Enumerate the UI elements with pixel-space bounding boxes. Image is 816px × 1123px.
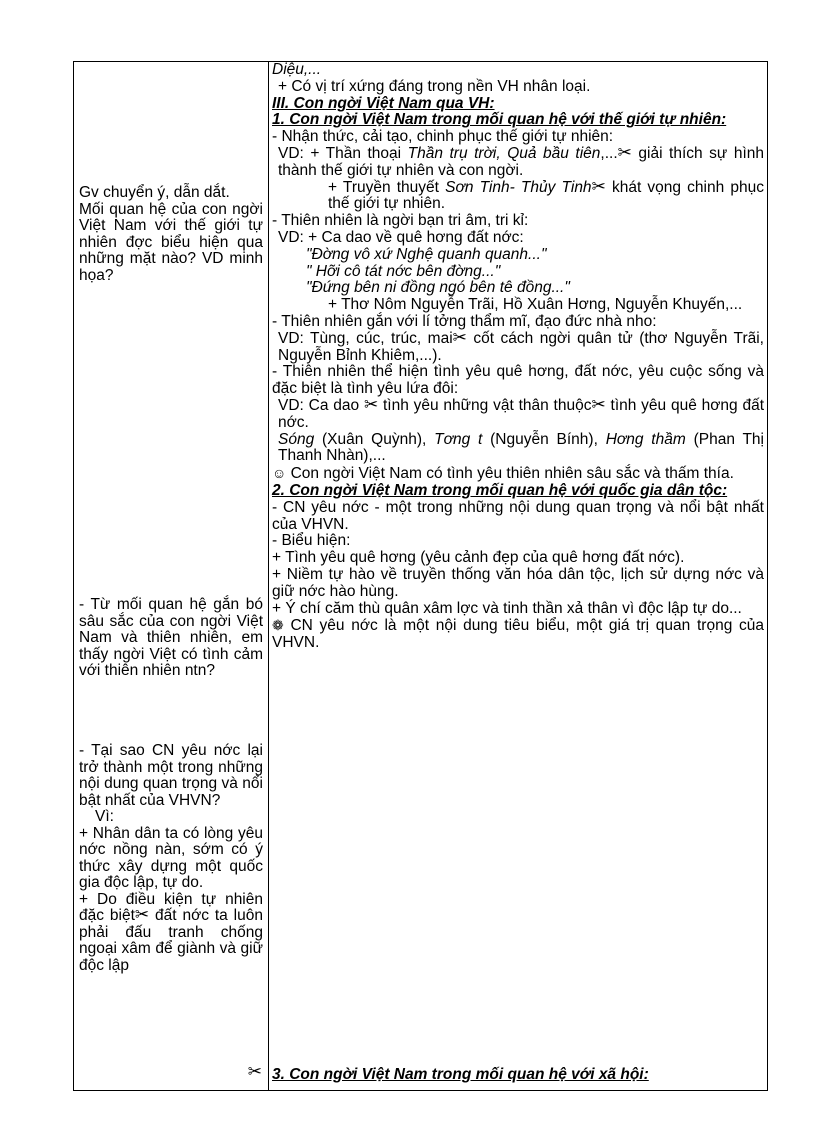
flower-icon: ❁ bbox=[272, 617, 284, 634]
lesson-table bbox=[73, 61, 768, 1091]
scissors-icon: ✂ bbox=[363, 394, 379, 414]
scissors-icon: ✂ bbox=[134, 905, 150, 924]
text-part: giải thích sự hình thành thế giới tự nhiên và con ngời. bbox=[278, 144, 764, 179]
answer-text-part: + Do điều kiện tự nhiên đặc biệt bbox=[79, 890, 263, 924]
content-line: + Thơ Nôm Nguyễn Trãi, Hồ Xuân Hơng, Nguyễn Khuyến,... bbox=[328, 296, 743, 314]
content-line bbox=[272, 176, 764, 214]
teacher-activity-column bbox=[74, 62, 268, 1090]
scissors-icon: ✂ bbox=[591, 394, 606, 414]
content-column bbox=[269, 62, 767, 1090]
question-text: Gv chuyển ý, dẫn dắt. bbox=[79, 184, 230, 201]
answer-text bbox=[79, 892, 263, 975]
text-part: khát vọng chinh phục thế giới tự nhiên. bbox=[328, 178, 764, 213]
content-line bbox=[272, 142, 764, 180]
content-line: VD: + Ca dao về quê hơng đất nớc: bbox=[278, 228, 524, 246]
text-part: VD: Ca dao bbox=[278, 396, 360, 414]
question-block-3 bbox=[79, 743, 263, 974]
text-part: (Phan Thị Thanh Nhàn),... bbox=[278, 430, 764, 465]
text-part: Thần trụ trời, Quả bầu tiên bbox=[407, 144, 601, 162]
content-line bbox=[272, 432, 764, 466]
content-line bbox=[272, 394, 765, 432]
quote-line: " Hỡi cô tát nớc bên đờng..." bbox=[306, 262, 501, 280]
text-part: VD: + Thần thoại bbox=[278, 144, 408, 162]
content-line bbox=[272, 465, 764, 483]
question-text: - Tại sao CN yêu nớc lại trở thành một trong những nội dung quan trọng và nổi bật nhất của VHVN? bbox=[79, 742, 263, 809]
subsection-heading: 1. Con ngời Việt Nam trong mối quan hệ với thế giới tự nhiên: bbox=[272, 111, 727, 129]
text-part: CN yêu nớc là một nội dung tiêu biểu, một giá trị quan trọng của VHVN. bbox=[272, 617, 764, 652]
subsection-heading: 3. Con ngời Việt Nam trong mối quan hệ với xã hội: bbox=[272, 1066, 649, 1083]
content-block bbox=[272, 62, 764, 652]
question-block-2 bbox=[79, 597, 263, 680]
question-block-1 bbox=[79, 185, 263, 284]
content-line: - Nhận thức, cải tạo, chinh phục thế giới tự nhiên: bbox=[272, 128, 614, 146]
text-part: Hơng thầm bbox=[605, 430, 686, 448]
text-part: Sơn Tinh- Thủy Tinh bbox=[445, 178, 592, 196]
content-line: - Thiên nhiên thể hiện tình yêu quê hơng, đất nớc, yêu cuộc sống và đặc biệt là tình yêu lứa đôi: bbox=[272, 363, 764, 398]
text-part: Sóng bbox=[278, 430, 315, 448]
text-part: VD: Tùng, cúc, trúc, mai bbox=[278, 329, 453, 347]
content-line: - Thiên nhiên gắn với lí tởng thẩm mĩ, đạo đức nhà nho: bbox=[272, 312, 657, 330]
content-line: + Ý chí căm thù quân xâm lợc và tinh thần xả thân vì độc lập tự do... bbox=[272, 599, 742, 617]
text-part: (Nguyễn Bính), bbox=[482, 430, 606, 448]
content-line: + Có vị trí xứng đáng trong nền VH nhân loại. bbox=[278, 77, 591, 95]
question-text: - Từ mối quan hệ gắn bó sâu sắc của con ngời Việt Nam và thiên nhiên, em thấy ngời Việt có tình cảm với thiên nhiên ntn? bbox=[79, 596, 263, 679]
question-text: Mối quan hệ của con ngời Việt Nam với thế giới tự nhiên đợc biểu hiện qua những mặt nào? VD minh họa? bbox=[79, 200, 263, 284]
text-part: Con ngời Việt Nam có tình yêu thiên nhiên sâu sắc và thấm thía. bbox=[290, 465, 734, 483]
text-part: + Truyền thuyết bbox=[328, 178, 446, 196]
subsection-heading: 2. Con ngời Việt Nam trong mối quan hệ với quốc gia dân tộc: bbox=[272, 481, 728, 499]
text-part: tình yêu quê hơng đất nớc. bbox=[278, 396, 765, 431]
content-line: - Biểu hiện: bbox=[272, 532, 351, 550]
content-line bbox=[272, 617, 764, 652]
text-part: (Xuân Quỳnh), bbox=[314, 430, 435, 448]
text-part: Tơng t bbox=[434, 430, 483, 448]
text-part: cốt cách ngời quân tử (thơ Nguyễn Trãi, Nguyễn Bỉnh Khiêm,...). bbox=[278, 329, 764, 364]
text-part: ,... bbox=[600, 144, 618, 162]
question-text: Vì: bbox=[95, 808, 114, 825]
scissors-icon: ✂ bbox=[591, 176, 606, 196]
text-part: tình yêu những vật thân thuộc bbox=[378, 396, 592, 414]
content-line: Diệu,... bbox=[272, 61, 322, 78]
content-line: - Thiên nhiên là ngời bạn tri âm, tri kỉ: bbox=[272, 212, 529, 230]
content-line: - CN yêu nớc - một trong những nội dung quan trọng và nổi bật nhất của VHVN. bbox=[272, 498, 764, 533]
scissors-icon: ✂ bbox=[452, 327, 467, 347]
scissors-icon: ✂ bbox=[617, 142, 632, 162]
quote-line: "Đứng bên ni đồng ngó bên tê đồng..." bbox=[306, 279, 570, 297]
section-heading: III. Con ngời Việt Nam qua VH: bbox=[272, 94, 495, 112]
answer-text: + Nhân dân ta có lòng yêu nớc nồng nàn, sớm có ý thức xây dựng một quốc gia độc lập, tự do. bbox=[79, 824, 263, 891]
answer-text-part: đất nớc ta luôn phải đấu tranh chống ngoại xâm để giành và giữ độc lập bbox=[79, 907, 263, 974]
quote-line: "Đờng vô xứ Nghệ quanh quanh..." bbox=[306, 245, 547, 263]
content-line bbox=[272, 327, 764, 365]
content-line: + Tình yêu quê hơng (yêu cảnh đẹp của quê hơng đất nớc). bbox=[272, 549, 685, 567]
content-line: + Niềm tự hào về truyền thống văn hóa dân tộc, lịch sử dựng nớc và giữ nớc hào hùng. bbox=[272, 565, 764, 600]
smiley-icon: ☺ bbox=[272, 465, 287, 482]
scissors-icon: ✂ bbox=[247, 1062, 262, 1081]
